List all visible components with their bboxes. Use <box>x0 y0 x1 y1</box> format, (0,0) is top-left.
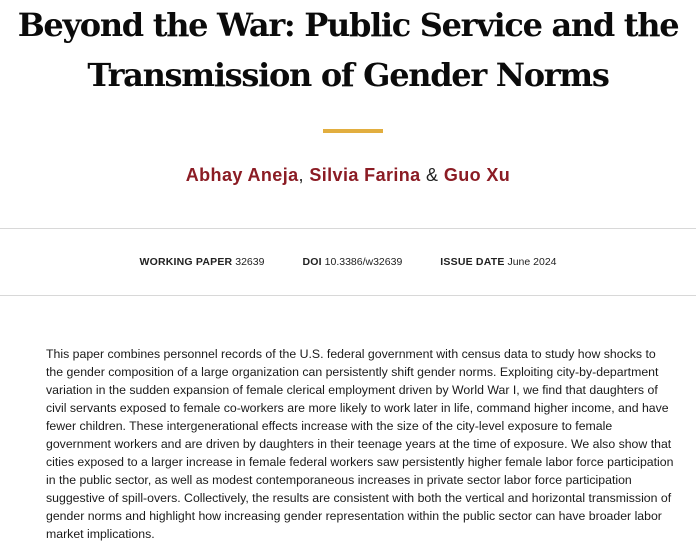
working-paper-label: WORKING PAPER <box>139 256 233 268</box>
abstract-line: the gender composition of a large organization can persistently shift gender norms. Exploiting city-by-department <box>46 365 659 379</box>
working-paper-meta <box>139 256 264 268</box>
paper-title <box>0 0 696 100</box>
abstract-line: variation in the sudden expansion of female clerical employment driven by World War I, we find that daughters of <box>46 383 658 397</box>
paper-title-line: Transmission of Gender Norms <box>87 56 609 94</box>
paper-title-line: Beyond the War: Public Service and the <box>17 6 679 44</box>
author-link-silvia-farina[interactable]: Silvia Farina <box>309 165 421 185</box>
author-separator: , <box>298 165 310 185</box>
abstract-line: cities exposed to a larger increase in female federal workers saw persistently higher female labor force participation <box>46 455 674 469</box>
author-link-abhay-aneja[interactable]: Abhay Aneja <box>185 165 299 185</box>
doi-value: 10.3386/w32639 <box>324 256 403 268</box>
doi-label: DOI <box>302 256 322 268</box>
abstract-line: suggestive of spill-overs. Collectively, the results are consistent with both the vertical and horizontal transmission of <box>46 491 672 505</box>
abstract-line: fewer children. These intergenerational effects increase with the size of the city-level exposure to female <box>46 419 613 433</box>
accent-divider <box>323 129 383 133</box>
issue-date-meta <box>440 256 556 268</box>
abstract-line: This paper combines personnel records of the U.S. federal government with census data to study how shocks to <box>46 347 656 361</box>
abstract-line: government workers and are driven by daughters in their teenage years at the time of exposure. We also show that <box>46 437 672 451</box>
working-paper-number: 32639 <box>235 256 265 268</box>
abstract-line: market implications. <box>46 527 155 541</box>
abstract-line: civil servants exposed to female co-workers are more likely to work later in life, command higher income, and have <box>46 401 669 415</box>
author-link-guo-xu[interactable]: Guo Xu <box>443 165 511 185</box>
paper-metadata-bar <box>0 228 696 296</box>
doi-meta <box>302 256 402 268</box>
issue-date-value: June 2024 <box>507 256 557 268</box>
abstract-line: gender norms and highlight how increasing gender representation within the public sector can have broader labor <box>46 509 662 523</box>
issue-date-label: ISSUE DATE <box>440 256 505 268</box>
abstract-line: in the public sector, as well as modest contemporaneous increases in private sector labor force participation <box>46 473 632 487</box>
author-list <box>0 163 696 187</box>
abstract-text <box>46 345 676 543</box>
author-separator: & <box>420 165 444 185</box>
